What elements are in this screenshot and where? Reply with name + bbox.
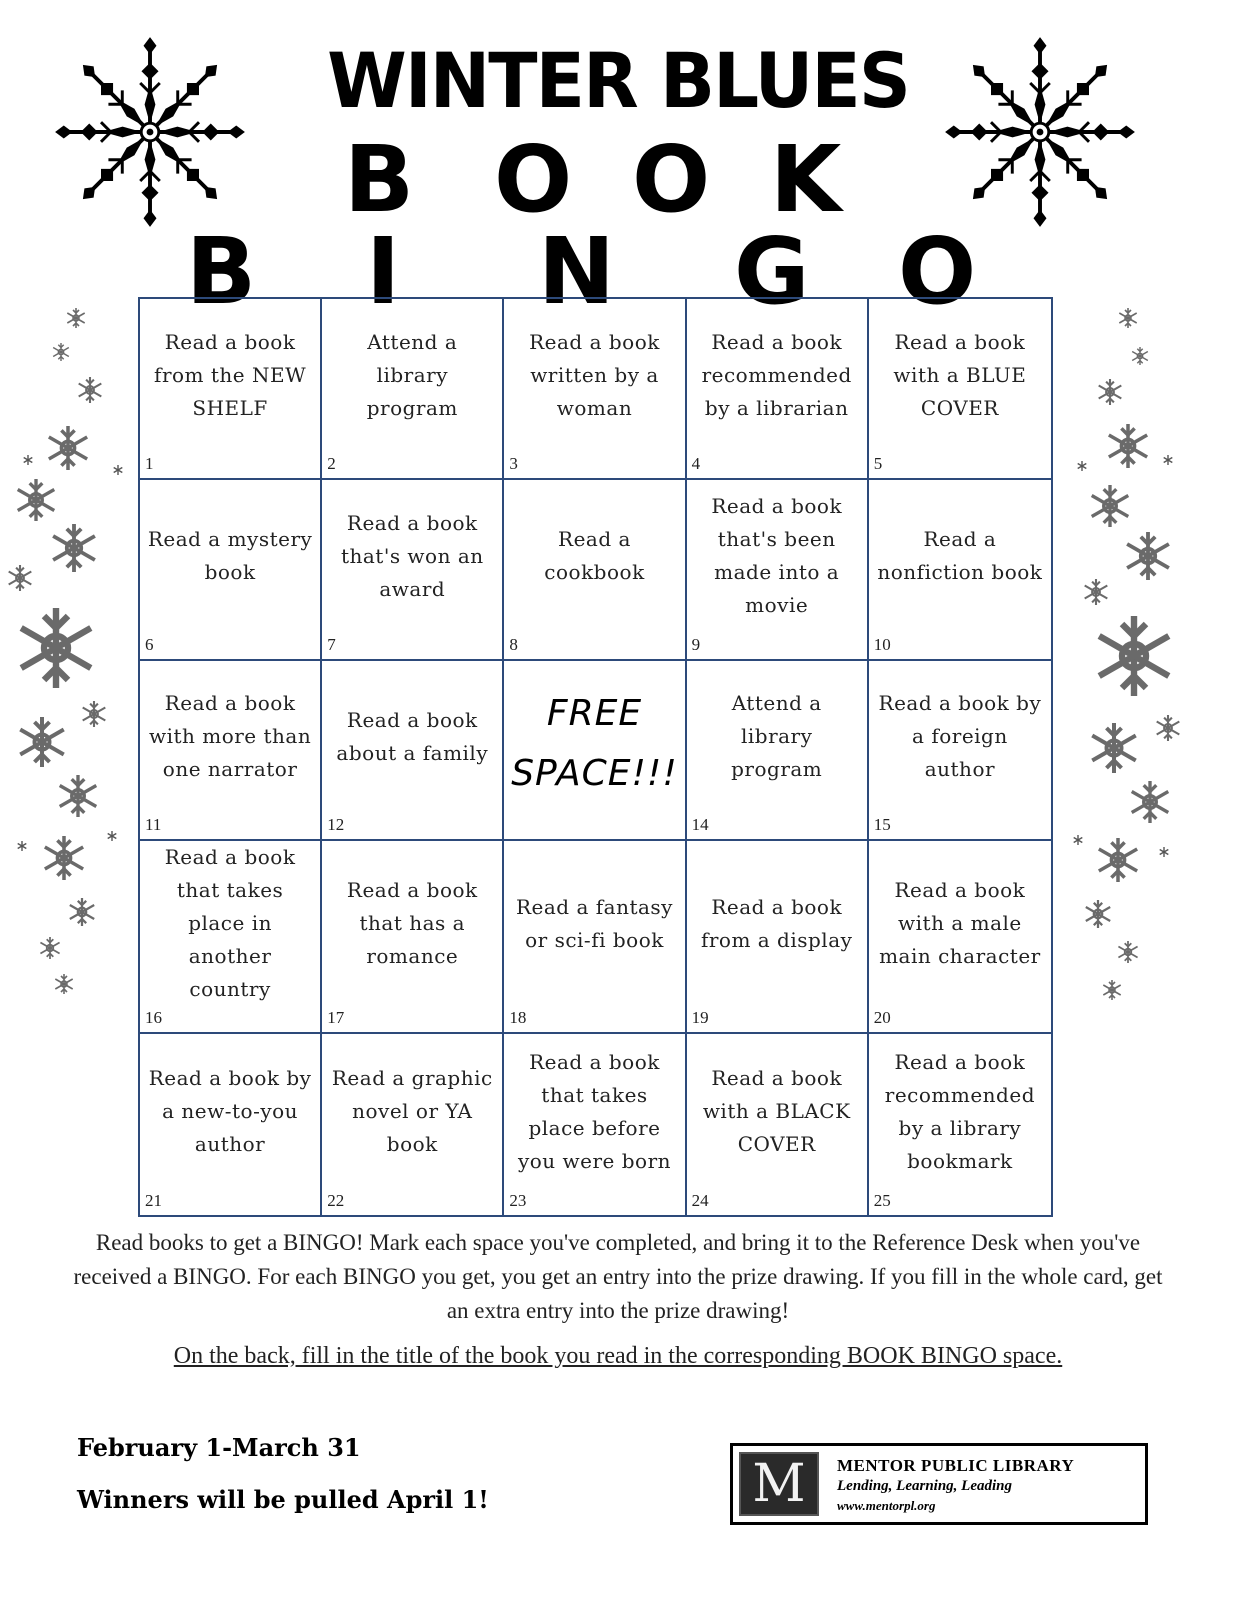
snowflake-icon: [1132, 347, 1148, 365]
cell-text: Attend a library program: [366, 329, 458, 420]
cell-number: 22: [327, 1191, 345, 1210]
bingo-cell[interactable]: [869, 480, 1051, 661]
snowflake-icon: [67, 308, 84, 328]
cell-number: 17: [327, 1008, 345, 1028]
snowflake-icon: [60, 775, 97, 817]
cell-number: 11: [145, 815, 162, 835]
snowflake-icon: [1099, 379, 1122, 405]
cell-text: Read a book recommended by a library bookmark: [884, 1049, 1035, 1173]
cell-number: 9: [691, 634, 701, 654]
cell-text: Read a book that's been made into a movie: [711, 494, 843, 618]
bingo-cell[interactable]: [687, 480, 869, 661]
snowflake-icon: [18, 479, 55, 521]
cell-text: Read a book that has a romance: [346, 878, 478, 969]
cell-text: Read a book that takes place in another country: [164, 845, 296, 1002]
snowflake-icon: [1164, 455, 1173, 465]
snowflake-icon: [83, 701, 106, 727]
snowflake-icon: [1119, 308, 1136, 328]
cell-text: Read a book that's won an award: [340, 510, 484, 601]
back-note: On the back, fill in the title of the book you read in the corresponding BOOK BINGO space.: [173, 1343, 1063, 1369]
cell-text: Read a book that takes place before you were born: [517, 1049, 672, 1173]
cell-text: Read a book with a male main character: [879, 878, 1041, 969]
snowflake-icon: [45, 836, 83, 880]
bingo-cell[interactable]: [687, 299, 869, 480]
snowflake-icon: [40, 937, 59, 959]
library-logo-mark: M: [739, 1452, 819, 1516]
snowflake-icon: [21, 608, 91, 688]
cell-number: 16: [145, 1008, 162, 1028]
cell-text: Read a book with a BLACK COVER: [702, 1066, 851, 1157]
snowflake-icon: [1127, 532, 1169, 580]
snowflake-icon: [1099, 616, 1169, 696]
cell-number: 4: [691, 453, 701, 473]
bingo-cell[interactable]: [322, 661, 504, 842]
cell-number: 20: [873, 1008, 891, 1028]
snowflake-icon: [1099, 838, 1137, 882]
bingo-cell[interactable]: [322, 480, 504, 661]
cell-number: 21: [145, 1191, 162, 1210]
page-title: WINTER BLUES: [327, 36, 909, 125]
cell-number: 6: [145, 634, 154, 654]
bingo-cell[interactable]: [687, 661, 869, 842]
cell-number: 14: [691, 815, 709, 835]
cell-text: Read a mystery book: [147, 527, 313, 585]
bingo-letter: G: [734, 218, 810, 325]
library-name: MENTOR PUBLIC LIBRARY: [837, 1456, 1075, 1475]
cell-text: Read a book from the NEW SHELF: [154, 329, 307, 420]
snowflake-icon: [1074, 835, 1083, 845]
bingo-cell[interactable]: [504, 480, 686, 661]
cell-number: 12: [327, 815, 345, 835]
snowflake-icon: [114, 465, 123, 475]
snowflake-icon: [1078, 461, 1087, 471]
snowflake-icon: [1092, 485, 1129, 527]
snowflake-icon: [1085, 579, 1108, 605]
snowflake-icon: [1118, 941, 1137, 963]
cell-number: 8: [509, 634, 518, 654]
bingo-cell[interactable]: [687, 1034, 869, 1215]
bingo-cell[interactable]: [140, 1034, 322, 1215]
cell-number: 7: [327, 634, 336, 654]
title-letter: O: [632, 126, 711, 233]
cell-text: Read a graphic novel or YA book: [331, 1066, 493, 1157]
library-logo: [730, 1443, 1148, 1525]
snowflake-icon: [1109, 424, 1147, 468]
bingo-cell[interactable]: [869, 299, 1051, 480]
cell-number: 5: [873, 453, 883, 473]
cell-text: Read a nonfiction book: [877, 527, 1043, 585]
bingo-letter: O: [898, 218, 977, 325]
cell-number: 24: [691, 1191, 709, 1210]
snowflake-icon: [53, 524, 95, 572]
date-range: February 1-March 31: [77, 1433, 361, 1462]
bingo-cell[interactable]: [504, 299, 686, 480]
title-letter: K: [770, 126, 842, 233]
snowflake-icon: [70, 898, 94, 926]
bingo-letter: N: [538, 218, 615, 325]
cell-text: Attend a library program: [731, 691, 823, 782]
instructions-text: Read books to get a BINGO! Mark each space you've completed, and bring it to the Reference Desk when you've received a BINGO. For each BINGO you get, you get an entry into the prize drawing. If you fill in the whole card, get an extra entry into the prize drawing!: [73, 1230, 1163, 1323]
library-url: www.mentorpl.org: [837, 1498, 936, 1513]
snowflake-icon: [1157, 715, 1180, 741]
snowflake-icon: [79, 377, 102, 403]
bingo-letter: B: [186, 218, 257, 325]
cell-text: Read a book written by a woman: [529, 329, 660, 420]
snowflake-icon: [9, 565, 32, 591]
snowflake-icon: [1132, 781, 1169, 823]
cell-text: Read a book recommended by a librarian: [701, 329, 852, 420]
cell-text: Read a fantasy or sci-fi book: [515, 894, 673, 952]
cell-number: 23: [509, 1191, 527, 1210]
winners-date: Winners will be pulled April 1!: [77, 1485, 489, 1514]
cell-text: Read a book with a BLUE COVER: [893, 329, 1027, 420]
bingo-cell[interactable]: [140, 661, 322, 842]
snowflake-icon: [53, 343, 69, 361]
snowflake-icon: [24, 455, 33, 465]
bingo-cell[interactable]: [869, 661, 1051, 842]
bingo-cell[interactable]: [687, 841, 869, 1034]
cell-number: 19: [691, 1008, 709, 1028]
cell-text: Read a book about a family: [336, 707, 489, 765]
bingo-cell[interactable]: [322, 841, 504, 1034]
title-letter: B: [344, 126, 415, 233]
bingo-cell[interactable]: [869, 1034, 1051, 1215]
snowflake-icon: [49, 426, 87, 470]
bingo-cell[interactable]: [504, 841, 686, 1034]
snowflake-icon: [108, 831, 117, 841]
snowflake-icon: [1086, 900, 1110, 928]
cell-number: 18: [509, 1008, 527, 1028]
bingo-cell[interactable]: [140, 841, 322, 1034]
snowflake-icon: [18, 841, 27, 851]
cell-number: 25: [873, 1191, 891, 1210]
cell-number: 1: [145, 453, 154, 473]
bingo-cell[interactable]: [869, 841, 1051, 1034]
snowflake-icon: [20, 717, 64, 767]
snowflake-icon: [55, 974, 72, 994]
bingo-cell[interactable]: [504, 1034, 686, 1215]
snowflake-icon: [1160, 847, 1169, 857]
cell-number: 10: [873, 634, 891, 654]
snowflake-icon: [1103, 980, 1120, 1000]
bingo-cell[interactable]: [322, 299, 504, 480]
free-space-cell[interactable]: [504, 661, 686, 842]
title-letter: O: [494, 126, 573, 233]
cell-number: 15: [873, 815, 891, 835]
bingo-grid: [138, 297, 1053, 1217]
bingo-cell[interactable]: [140, 299, 322, 480]
cell-text: Read a book by a foreign author: [878, 691, 1042, 782]
free-space-label: FREE SPACE!!!: [511, 692, 678, 794]
bingo-cell[interactable]: [140, 480, 322, 661]
cell-text: Read a book with more than one narrator: [148, 691, 312, 782]
bingo-cell[interactable]: [322, 1034, 504, 1215]
cell-text: Read a cookbook: [544, 527, 645, 585]
cell-text: Read a book from a display: [700, 894, 853, 952]
snowflake-icon: [1092, 723, 1136, 773]
bingo-letter: I: [366, 218, 401, 325]
cell-text: Read a book by a new-to-you author: [148, 1066, 312, 1157]
cell-number: 3: [509, 453, 518, 473]
cell-number: 2: [327, 453, 336, 473]
library-tagline: Lending, Learning, Leading: [837, 1478, 1013, 1494]
